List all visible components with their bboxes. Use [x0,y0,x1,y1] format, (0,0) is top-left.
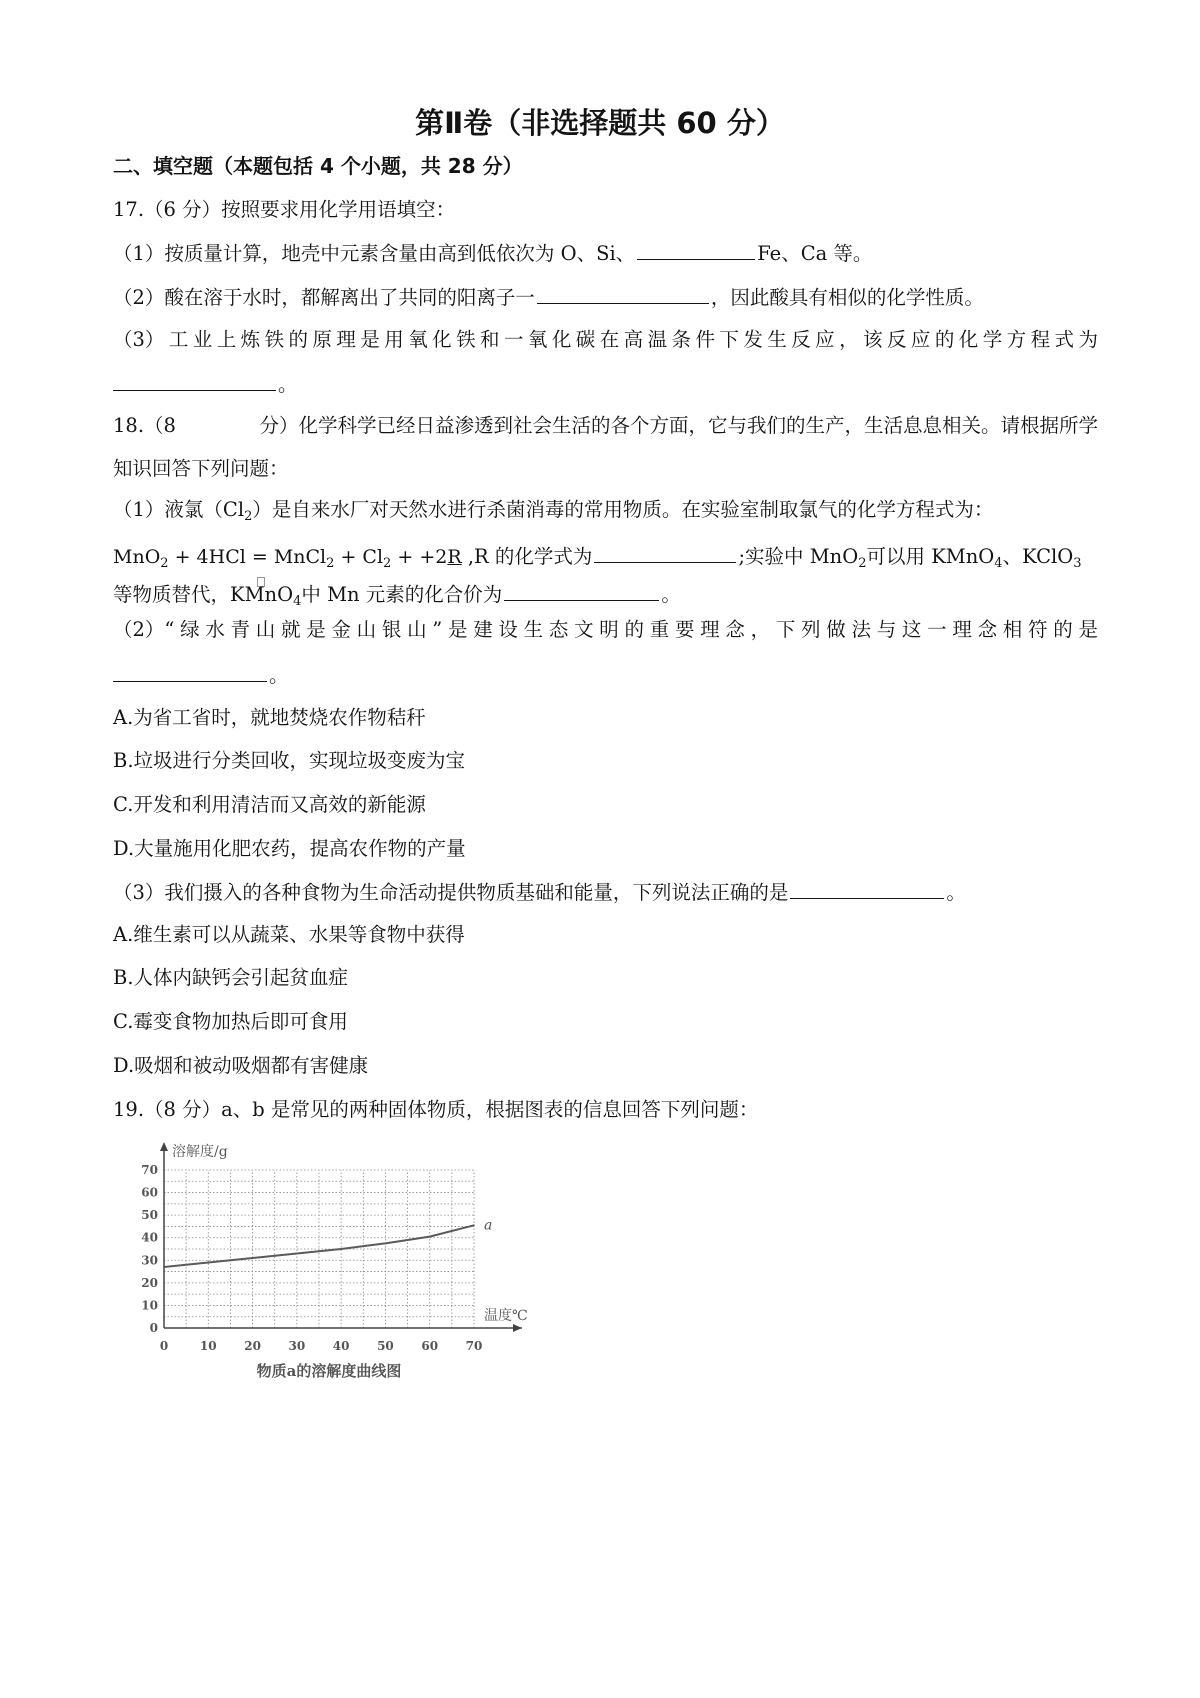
q18-valence-text-cont: 中 Mn 元素的化合价为 [301,583,503,606]
q18-char: 青 [230,618,251,641]
q17-char: 铁 [456,328,476,351]
q17-char: 工 [168,328,189,351]
data-point [296,1253,298,1255]
q18-char: 山 [356,618,377,641]
x-tick-label: 30 [288,1339,306,1353]
chart-title: 物质a的溶解度曲线图 [256,1362,402,1380]
option-c: C.开发和利用清洁而又高效的新能源 [113,793,426,816]
y-tick-label: 60 [141,1185,158,1200]
q17-char: 应 [815,328,835,351]
q17-char: 化 [432,328,452,351]
q18-char: 一 [927,618,947,641]
q18-char: 山 [255,618,276,641]
q18-part1 [113,496,993,524]
q18-part2 [113,616,1098,644]
q18-char: 水 [205,618,225,641]
q18-char: 就 [280,618,301,641]
q18-part2-end: 。 [269,664,289,687]
q18-char: 理 [700,618,720,641]
q17-heading: 17.（6 分）按照要求用化学用语填空： [113,198,456,221]
x-tick-label: 60 [421,1339,439,1353]
q18-char: 相 [1002,618,1023,641]
q17-char: 和 [480,328,500,351]
answer-blank[interactable] [504,580,659,601]
q17-char: 方 [1006,328,1027,351]
q19-heading: 19.（8 分）a、b 是常见的两种固体物质，根据图表的信息回答下列问题： [113,1098,759,1121]
q17-char: 反 [886,328,907,351]
q17-char: 理 [336,328,356,351]
x-axis-arrow [513,1324,522,1332]
subscript: 2 [244,509,253,524]
q18-equation-line [113,542,1082,571]
q18-char: 是 [306,618,326,641]
answer-blank[interactable] [637,239,755,260]
q17-char: 学 [982,328,1003,351]
q17-char: 炼 [240,328,261,351]
y-axis-arrow [160,1142,168,1151]
x-tick-label: 40 [332,1339,350,1353]
q18-char: 金 [331,618,351,641]
y-tick-label: 0 [149,1321,158,1335]
q18-char: ” [432,618,443,641]
q18-char: 态 [548,618,569,641]
q18-char: 建 [473,618,493,641]
x-axis-label: 温度℃ [484,1308,528,1324]
q18-char: 重 [649,618,670,641]
q18-char: 法 [851,618,871,641]
q17-part1-tail: Fe、Ca 等。 [757,242,873,265]
option-a: A.为省工省时，就地焚烧农作物秸秆 [113,706,426,729]
y-tick-label: 10 [141,1298,158,1313]
q17-char: 的 [288,328,309,351]
x-tick-label: 20 [244,1339,261,1353]
q17-part2-tail: ，因此酸具有相似的化学性质。 [710,286,984,309]
answer-blank[interactable] [594,542,736,563]
option-c: C.霉变食物加热后即可食用 [113,1010,348,1033]
chemical-equation: MnO$_2$ + 4HCl = MnCl$_2$ + $Cl_2 + +2R$ [113,546,462,571]
data-point [252,1257,254,1259]
y-tick-label: 40 [141,1230,158,1245]
option-b: B.垃圾进行分类回收，实现垃圾变废为宝 [113,749,466,772]
q17-part3-end: 。 [278,373,298,396]
q18-char: （2）“ [113,618,175,641]
q18-substitute-text-2: 可以用 KMnO [866,545,995,568]
q17-part1-text: （1）按质量计算，地壳中元素含量由高到低依次为 O、Si、 [113,242,636,265]
data-point [207,1262,209,1264]
q18-valence-text: 等物质替代，KMnO [113,583,294,606]
q17-char: 在 [599,328,620,351]
q18-char: 理 [952,618,972,641]
q18-char: ， [750,618,771,641]
q18-char: 设 [498,618,518,641]
q18-valence-end: 。 [661,583,681,606]
subscript: 2 [858,556,867,571]
q18-part2-answer [113,661,289,690]
q17-char: 下 [719,328,739,351]
q17-char: 一 [503,328,524,351]
q18-char: 符 [1028,618,1048,641]
q17-part2-text: （2）酸在溶于水时，都解离出了共同的阳离子一 [113,286,535,309]
option-b: B.人体内缺钙会引起贫血症 [113,966,349,989]
q18-char: 是 [1078,618,1098,641]
q18-equation-question: ,R 的化学式为 [461,545,593,568]
q18-part3 [113,878,966,907]
q17-char: 应 [910,328,931,351]
q18-char: 的 [624,618,645,641]
q18-char: 银 [381,618,402,641]
data-point [473,1224,475,1226]
data-point [163,1266,165,1268]
q17-char: 条 [671,328,692,351]
q17-part1 [113,239,872,268]
paper-title: 第Ⅱ卷（非选择题共 60 分） [415,106,785,140]
q18-char: 山 [407,618,427,641]
data-point [429,1236,431,1238]
q18-heading-number: 18.（8 [113,414,176,437]
q17-char: 化 [958,328,979,351]
q17-char: 业 [192,328,213,351]
q18-heading-cont: 知识回答下列问题： [113,457,289,480]
q17-char: 该 [863,328,883,351]
q18-char: 文 [574,618,594,641]
q17-char: 程 [1030,328,1051,351]
q17-part3-answer [113,370,298,399]
q17-part2 [113,283,984,312]
option-d: D.吸烟和被动吸烟都有害健康 [113,1054,369,1077]
q18-char: 这 [901,618,922,641]
q18-char: 是 [447,618,468,641]
answer-blank[interactable] [537,283,709,304]
q18-char: 做 [826,618,846,641]
q18-char: 念 [725,618,745,641]
q18-char: 绿 [180,618,200,641]
q18-char: 与 [876,618,897,641]
q17-char: 温 [647,328,668,351]
q17-char: 是 [360,328,380,351]
option-a: A.维生素可以从蔬菜、水果等食物中获得 [113,923,465,946]
solubility-chart [140,1126,560,1406]
answer-blank[interactable] [113,661,267,682]
subscript: 3 [1073,556,1082,571]
q18-part3-text: （3）我们摄入的各种食物为生命活动提供物质基础和能量，下列说法正确的是 [113,881,789,904]
x-tick-label: 70 [465,1339,483,1353]
answer-blank[interactable] [790,878,944,899]
q17-char: 碳 [575,328,596,351]
q18-heading-text: 分）化学科学已经日益渗透到社会生活的各个方面，它与我们的生产，生活息息相关。请根据所学 [259,414,1098,437]
q17-char: （3） [113,328,165,351]
q17-char: 式 [1054,328,1075,351]
q18-char: 下 [775,618,796,641]
y-tick-label: 50 [141,1208,158,1223]
q18-part3-end: 。 [946,881,966,904]
q17-char: 为 [1078,328,1098,351]
y-axis-label: 溶解度/g [172,1144,228,1160]
q18-part1-text-cont: ）是自来水厂对天然水进行杀菌消毒的常用物质。在实验室制取氯气的化学方程式为： [252,498,994,521]
q17-char: 上 [216,328,237,351]
q17-char: 氧 [527,328,548,351]
q17-char: 生 [767,328,787,351]
q18-char: 明 [599,618,619,641]
q17-char: ， [839,328,859,351]
q18-substitute-text-3: 、KClO [1002,545,1074,568]
q17-char: 的 [934,328,955,351]
q18-char: 的 [1053,618,1073,641]
data-point [340,1248,342,1250]
q17-char: 反 [791,328,811,351]
y-tick-label: 20 [141,1275,158,1290]
q18-char: 念 [977,618,998,641]
x-tick-label: 10 [199,1339,217,1353]
data-point [385,1242,387,1244]
q18-heading [113,412,1098,440]
subscript: 4 [994,556,1003,571]
q17-char: 发 [743,328,763,351]
q18-part1-text: （1）液氯（Cl [113,498,245,521]
q17-char: 原 [312,328,332,351]
series-label: a [484,1217,493,1234]
section-header: 二、填空题（本题包括 4 个小题，共 28 分） [113,154,523,178]
q17-char: 氧 [408,328,428,351]
q17-part3 [113,326,1098,354]
q17-char: 件 [695,328,715,351]
q18-substitute-text: ;实验中 MnO [738,545,859,568]
q18-char: 生 [523,618,544,641]
answer-blank[interactable] [113,370,276,391]
q17-char: 化 [551,328,572,351]
q18-char: 列 [801,618,821,641]
q18-valence-line [113,580,681,609]
y-tick-label: 70 [141,1163,158,1177]
subscript: 4 [293,594,302,609]
x-tick-label: 50 [377,1339,394,1353]
q17-char: 用 [384,328,404,351]
y-tick-label: 30 [141,1253,158,1268]
q17-char: 高 [623,328,644,351]
x-tick-label: 0 [159,1339,169,1353]
q18-char: 要 [674,618,695,641]
q17-char: 铁 [264,328,285,351]
option-d: D.大量施用化肥农药，提高农作物的产量 [113,837,466,860]
